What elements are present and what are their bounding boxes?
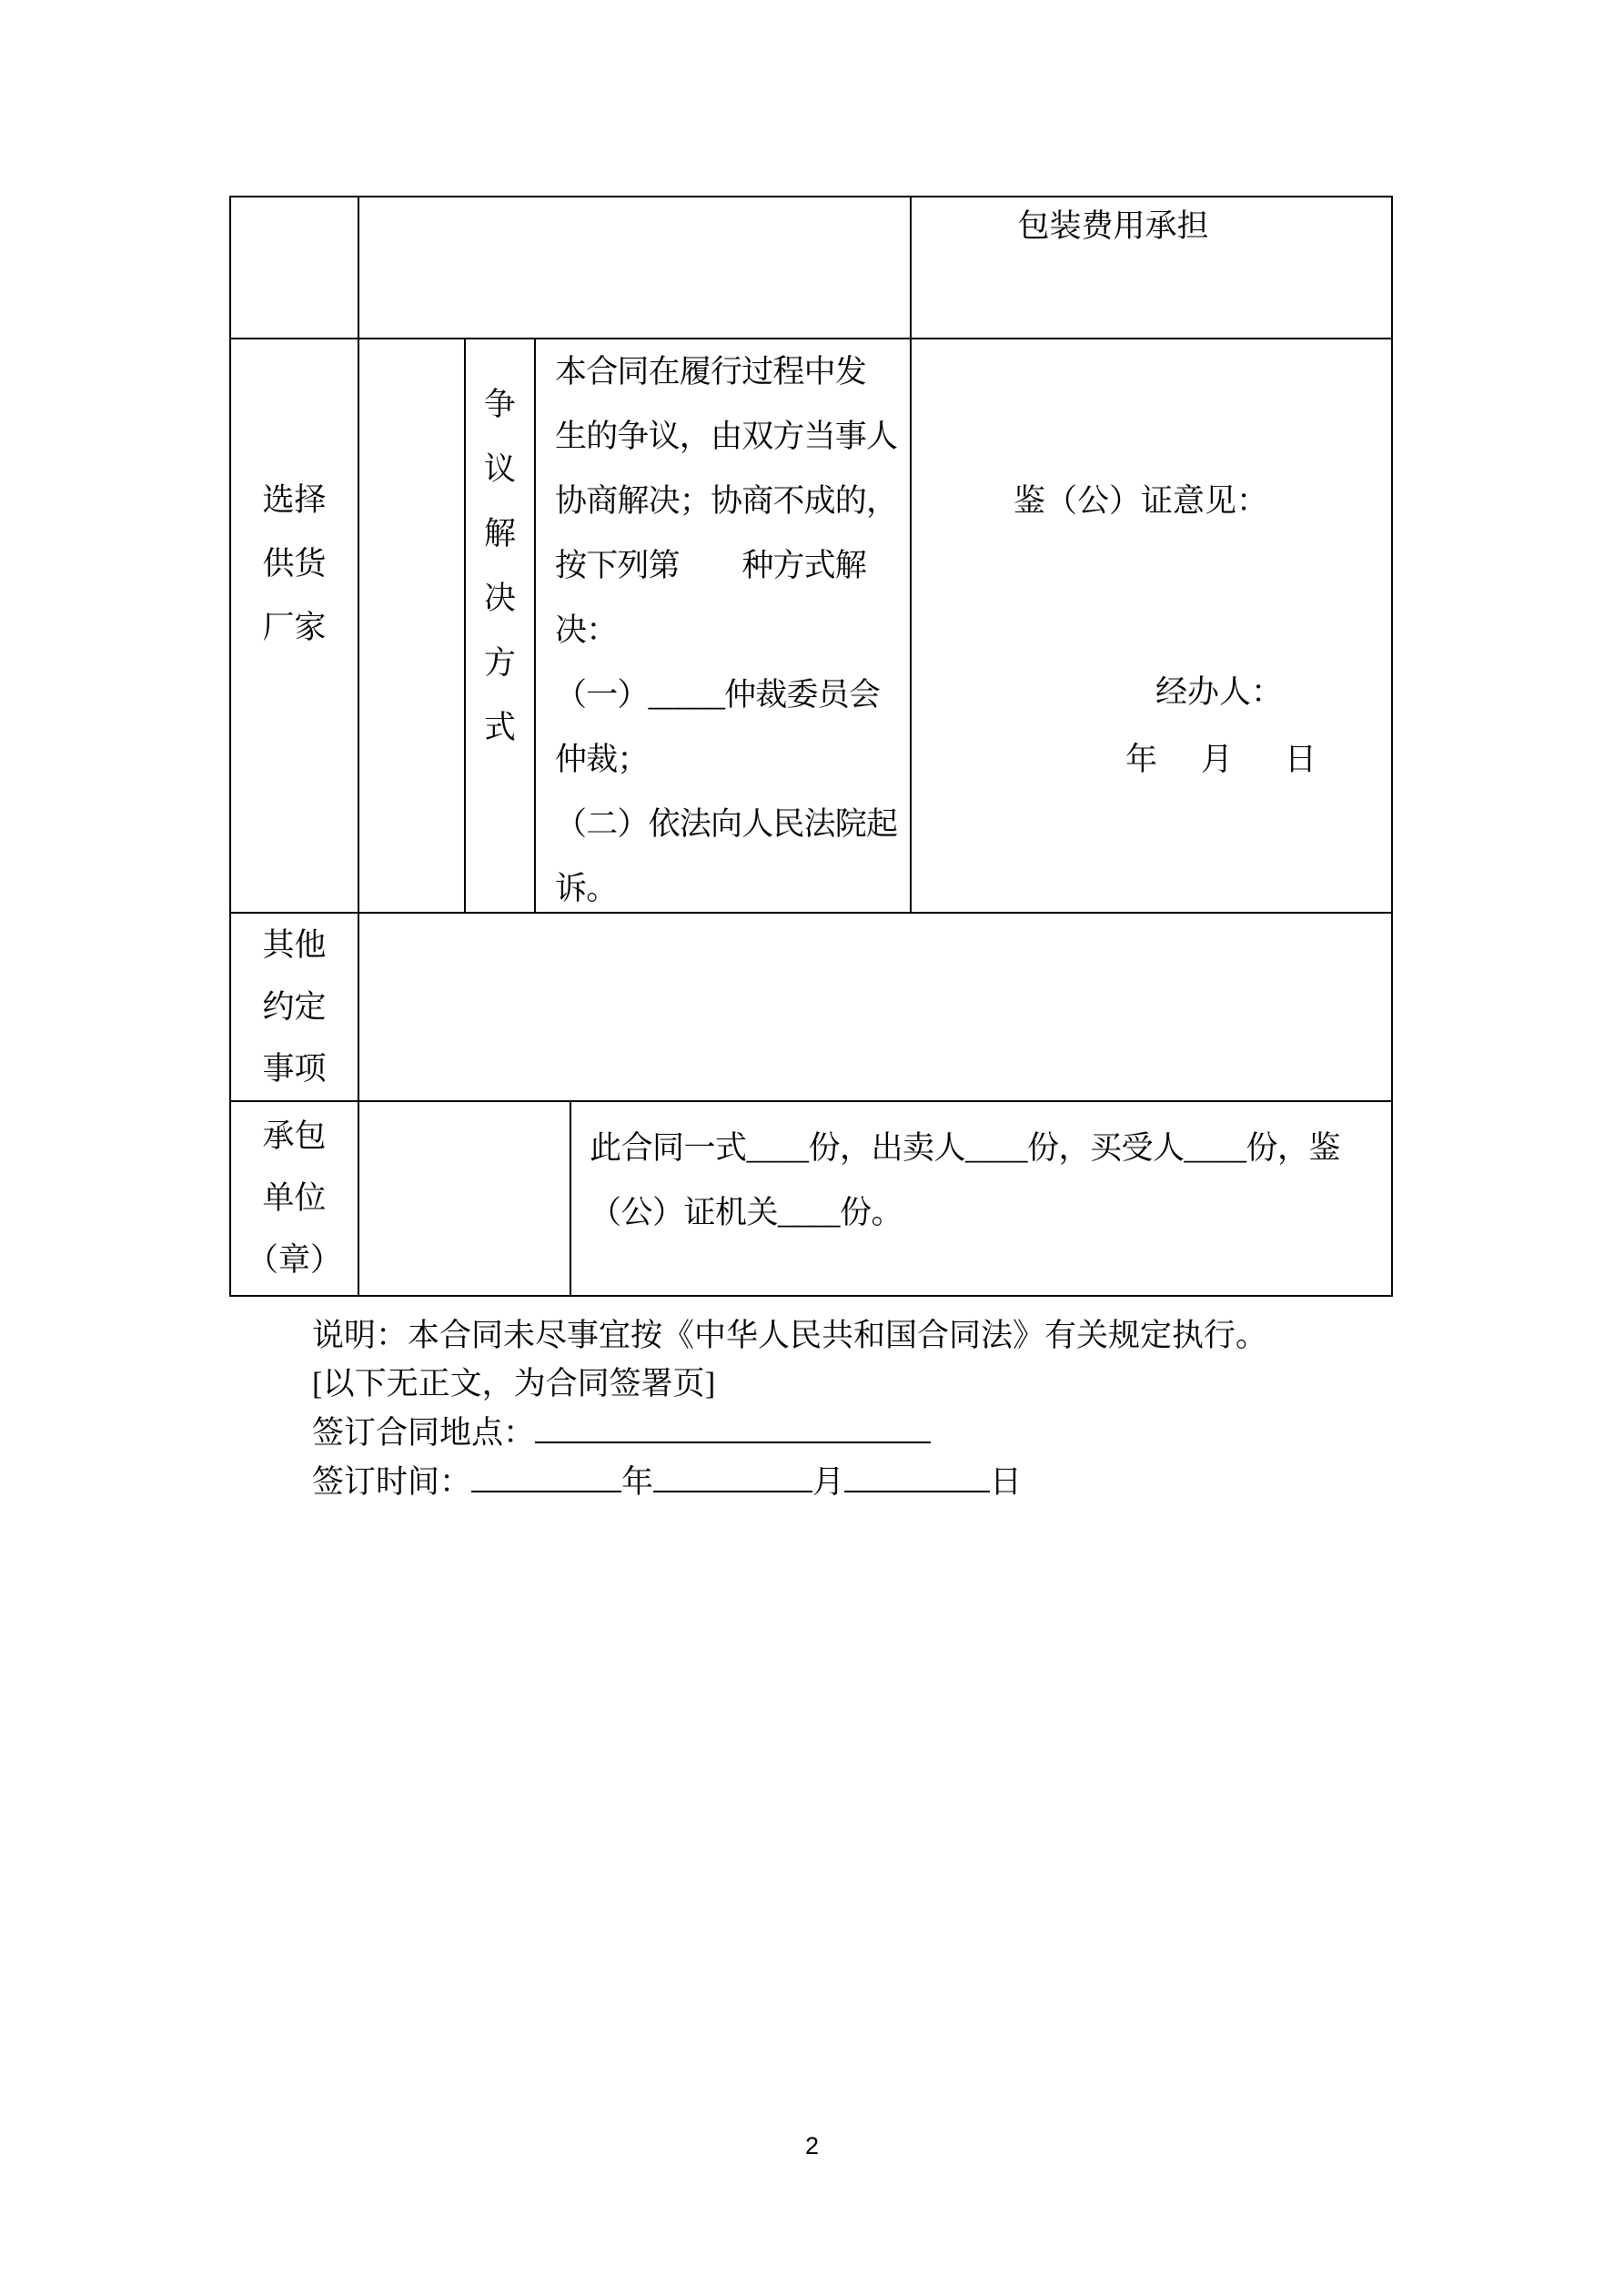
contract-table	[229, 196, 1393, 1297]
footer-notes	[312, 1311, 1267, 1506]
dispute-clause-text: 本合同在履行过程中发 生的争议，由双方当事人 协商解决；协商不成的， 按下列第 种方式解 决： （一）_____仲裁委员会 仲裁； （二）依法向人民法院起 诉。	[555, 354, 898, 906]
no-body-note-line: [以下无正文，为合同签署页]	[312, 1366, 716, 1401]
other-terms-value-cell	[359, 914, 1391, 1100]
sign-time-line: 签订时间： 年 月 日	[312, 1457, 1267, 1506]
notarization-agent-label: 经办人：	[1155, 674, 1284, 710]
dispute-clause-cell	[536, 339, 912, 912]
other-terms-label: 其他 约定 事项	[262, 926, 327, 1087]
supplier-value-cell	[359, 339, 466, 912]
notarization-opinion-label: 鉴（公）证意见：	[1014, 483, 1269, 519]
page-number: 2	[804, 2132, 820, 2159]
note-line: 说明：本合同未尽事宜按《中华人民共和国合同法》有关规定执行。	[312, 1318, 1268, 1353]
other-terms-label-cell	[231, 914, 359, 1100]
dispute-method-label-cell	[466, 339, 536, 912]
packaging-fee-label: 包装费用承担	[1017, 208, 1209, 244]
table-row-contractor	[231, 1102, 1391, 1295]
table-row-other-terms	[231, 914, 1391, 1102]
dispute-method-label: 争 议 解 决 方 式	[483, 387, 516, 745]
notarization-cell	[912, 339, 1391, 912]
contractor-label-cell	[231, 1102, 359, 1295]
supplier-label-cell	[231, 339, 359, 912]
packaging-row-label-cell	[231, 197, 359, 338]
contractor-seal-cell	[359, 1102, 571, 1295]
packaging-row-empty-cell	[359, 197, 912, 338]
table-row-packaging	[231, 197, 1391, 339]
table-row-dispute	[231, 339, 1391, 914]
sign-place-line: 签订合同地点：	[312, 1408, 1267, 1457]
contractor-label: 承包 单位 （章）	[246, 1118, 342, 1278]
supplier-label: 选择 供货 厂家	[262, 482, 327, 645]
notarization-date-line: 年 月 日	[1125, 742, 1317, 777]
packaging-fee-cell	[912, 197, 1391, 338]
copies-clause-cell	[571, 1102, 1391, 1295]
copies-clause-text: 此合同一式____份，出卖人____份，买受人____份，鉴 （公）证机关____份。	[590, 1130, 1341, 1230]
